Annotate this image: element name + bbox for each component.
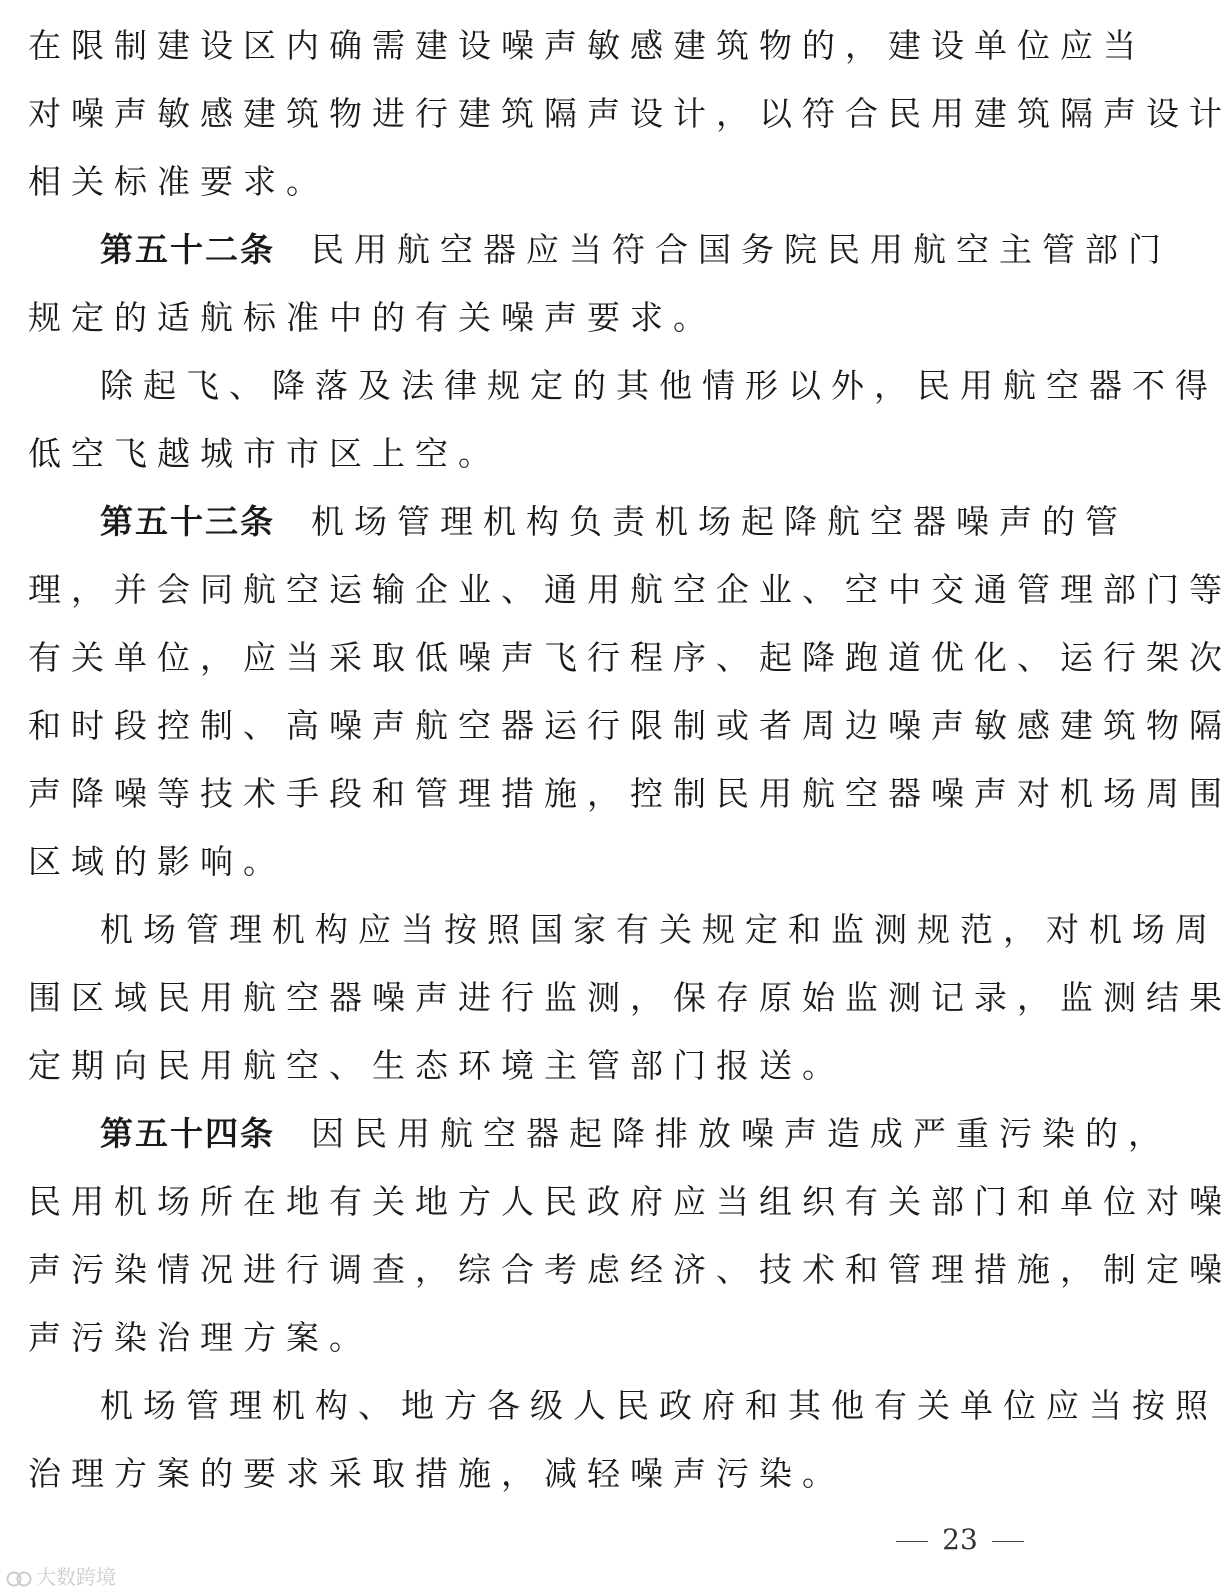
line-text: 机场管理机构负责机场起降航空器噪声的管: [311, 502, 1128, 541]
article-53-first-line: [28, 488, 1128, 556]
line-text: 因民用航空器起降排放噪声造成严重污染的，: [311, 1114, 1171, 1153]
page-number-dash-right: [992, 1541, 1024, 1542]
article-52-first-line: [28, 216, 1171, 284]
text-line: [28, 1304, 1040, 1372]
text-line: [28, 148, 1040, 216]
paragraph-first-line: [28, 1372, 1218, 1440]
line-text: 相关标准要求。: [28, 162, 329, 201]
line-text: 治理方案的要求采取措施，减轻噪声污染。: [28, 1454, 845, 1493]
line-text: 声污染情况进行调查，综合考虑经济、技术和管理措施，制定噪: [28, 1250, 1232, 1289]
line-text: 对噪声敏感建筑物进行建筑隔声设计，以符合民用建筑隔声设计: [28, 94, 1232, 133]
line-text: 低空飞越城市市区上空。: [28, 434, 501, 473]
line-text: 区域的影响。: [28, 842, 286, 881]
line-text: 规定的适航标准中的有关噪声要求。: [28, 298, 716, 337]
text-line: [28, 692, 1232, 760]
text-line: [28, 1236, 1232, 1304]
watermark: [6, 1562, 116, 1592]
line-text: 机场管理机构、地方各级人民政府和其他有关单位应当按照: [100, 1386, 1218, 1425]
line-text: 有关单位，应当采取低噪声飞行程序、起降跑道优化、运行架次: [28, 638, 1232, 677]
document-body: [28, 12, 1232, 1508]
text-line: [28, 760, 1232, 828]
watermark-text: 大数跨境: [36, 1565, 116, 1589]
text-line: [28, 964, 1232, 1032]
paragraph-first-line: [28, 352, 1218, 420]
watermark-logo-icon: [6, 1570, 32, 1588]
line-text: 民用机场所在地有关地方人民政府应当组织有关部门和单位对噪: [28, 1182, 1232, 1221]
line-text: 机场管理机构应当按照国家有关规定和监测规范，对机场周: [100, 910, 1218, 949]
text-line: [28, 1032, 1040, 1100]
line-text: 定期向民用航空、生态环境主管部门报送。: [28, 1046, 845, 1085]
page-number-value: 23: [942, 1523, 978, 1556]
text-line: [28, 624, 1232, 692]
line-text: 民用航空器应当符合国务院民用航空主管部门: [311, 230, 1171, 269]
line-text: 声污染治理方案。: [28, 1318, 372, 1357]
text-line: [28, 12, 1146, 80]
article-number: 第五十四条: [100, 1114, 275, 1153]
paragraph-first-line: [28, 896, 1218, 964]
line-text: 在限制建设区内确需建设噪声敏感建筑物的，建设单位应当: [28, 26, 1146, 65]
line-text: 声降噪等技术手段和管理措施，控制民用航空器噪声对机场周围: [28, 774, 1232, 813]
page-number: [880, 1520, 1040, 1560]
text-line: [28, 1440, 1040, 1508]
article-number: 第五十二条: [100, 230, 275, 269]
line-text: 和时段控制、高噪声航空器运行限制或者周边噪声敏感建筑物隔: [28, 706, 1232, 745]
line-text: 围区域民用航空器噪声进行监测，保存原始监测记录，监测结果: [28, 978, 1232, 1017]
line-text: 理，并会同航空运输企业、通用航空企业、空中交通管理部门等: [28, 570, 1232, 609]
text-line: [28, 556, 1232, 624]
text-line: [28, 284, 1040, 352]
text-line: [28, 1168, 1232, 1236]
article-54-first-line: [28, 1100, 1171, 1168]
text-line: [28, 80, 1232, 148]
text-line: [28, 420, 1040, 488]
page-number-dash-left: [896, 1541, 928, 1542]
article-number: 第五十三条: [100, 502, 275, 541]
line-text: 除起飞、降落及法律规定的其他情形以外，民用航空器不得: [100, 366, 1218, 405]
text-line: [28, 828, 1040, 896]
